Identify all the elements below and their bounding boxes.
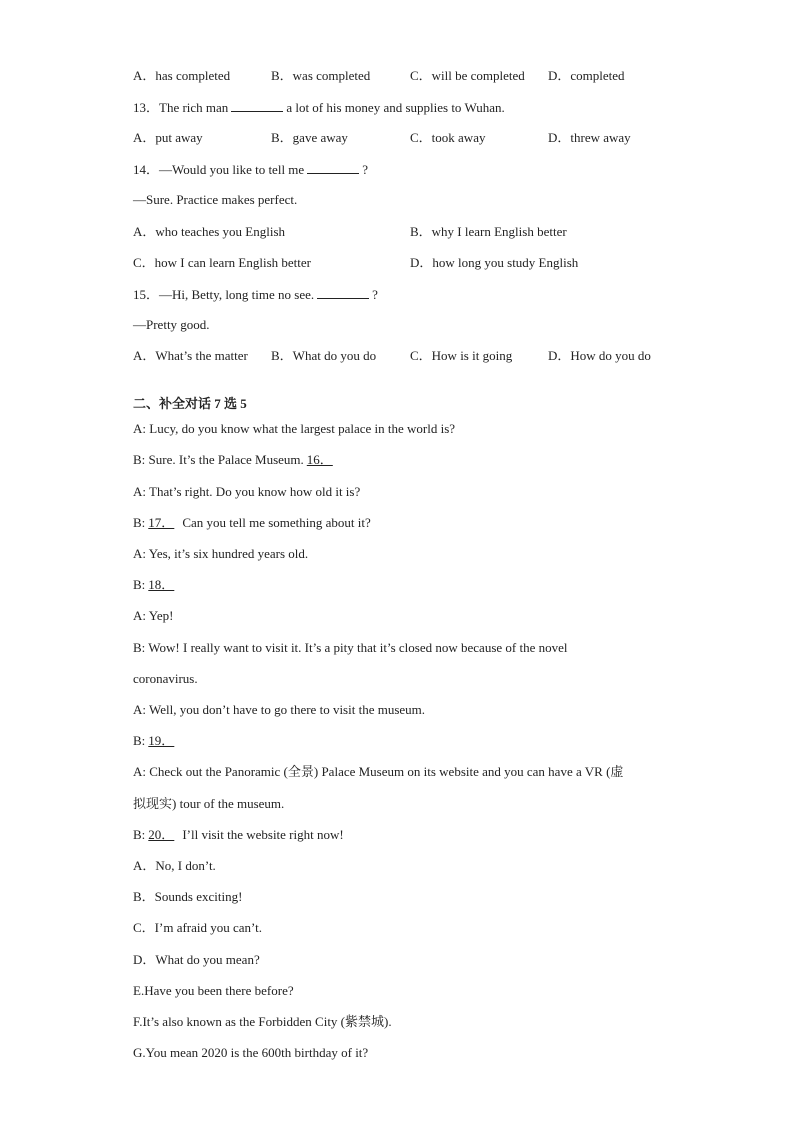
q15-option-b: B．What do you do xyxy=(271,348,377,363)
q14-blank xyxy=(307,161,359,174)
dialogue-line: B: 20． I’ll visit the website right now! xyxy=(133,827,344,842)
choice-b: B．Sounds exciting! xyxy=(133,889,243,904)
blank-17: 17． xyxy=(148,515,175,530)
dialogue-line: A: Lucy, do you know what the largest palace in the world is? xyxy=(133,421,456,436)
dialogue-line: B: Wow! I really want to visit it. It’s a pity that it’s closed now because of the novel xyxy=(133,640,568,655)
q14-option-d: D．how long you study English xyxy=(410,255,579,270)
choice-e: E.Have you been there before? xyxy=(133,983,294,998)
q15-option-c: C．How is it going xyxy=(410,348,513,363)
blank-18: 18． xyxy=(148,577,175,592)
q13-option-a: A．put away xyxy=(133,130,203,145)
q13-option-b: B．gave away xyxy=(271,130,348,145)
dialogue-line: 拟现实) tour of the museum. xyxy=(133,796,285,811)
blank-16: 16． xyxy=(306,452,333,467)
choice-g: G.You mean 2020 is the 600th birthday of it? xyxy=(133,1045,369,1060)
blank-19: 19． xyxy=(148,733,175,748)
dialogue-line: B: 19． xyxy=(133,733,175,748)
choice-f: F.It’s also known as the Forbidden City (紫禁城). xyxy=(133,1014,392,1029)
q12-option-a: A．has completed xyxy=(133,68,231,83)
choice-a: A．No, I don’t. xyxy=(133,858,216,873)
dialogue-line: A: Check out the Panoramic (全景) Palace Museum on its website and you can have a VR (虚 xyxy=(133,764,624,779)
q15-option-a: A．What’s the matter xyxy=(133,348,248,363)
q15-blank xyxy=(317,286,369,299)
q12-option-d: D．completed xyxy=(548,68,625,83)
dialogue-line: A: Well, you don’t have to go there to visit the museum. xyxy=(133,702,426,717)
q13-option-c: C．took away xyxy=(410,130,486,145)
q13-option-d: D．threw away xyxy=(548,130,631,145)
section-heading: 二、补全对话 7 选 5 xyxy=(133,396,247,411)
dialogue-line: B: Sure. It’s the Palace Museum. 16． xyxy=(133,452,333,467)
dialogue-line: A: Yes, it’s six hundred years old. xyxy=(133,546,309,561)
q12-option-c: C．will be completed xyxy=(410,68,525,83)
q15-reply: —Pretty good. xyxy=(133,317,210,332)
dialogue-line: B: 18． xyxy=(133,577,175,592)
q14-option-c: C．how I can learn English better xyxy=(133,255,311,270)
q13-stem: 13．The rich man a lot of his money and supplies to Wuhan. xyxy=(133,100,505,115)
dialogue-line: B: 17． Can you tell me something about it? xyxy=(133,515,371,530)
q15-option-d: D．How do you do xyxy=(548,348,651,363)
q14-option-a: A．who teaches you English xyxy=(133,224,286,239)
choice-c: C．I’m afraid you can’t. xyxy=(133,920,262,935)
dialogue-line: coronavirus. xyxy=(133,671,198,686)
q15-stem: 15．—Hi, Betty, long time no see. ? xyxy=(133,287,378,302)
choice-d: D．What do you mean? xyxy=(133,952,260,967)
q13-blank xyxy=(231,99,283,112)
dialogue-line: A: Yep! xyxy=(133,608,174,623)
q14-reply: —Sure. Practice makes perfect. xyxy=(133,192,298,207)
q12-option-b: B．was completed xyxy=(271,68,371,83)
blank-20: 20． xyxy=(148,827,175,842)
dialogue-line: A: That’s right. Do you know how old it is? xyxy=(133,484,361,499)
q14-stem: 14．—Would you like to tell me ? xyxy=(133,162,368,177)
q14-option-b: B．why I learn English better xyxy=(410,224,567,239)
